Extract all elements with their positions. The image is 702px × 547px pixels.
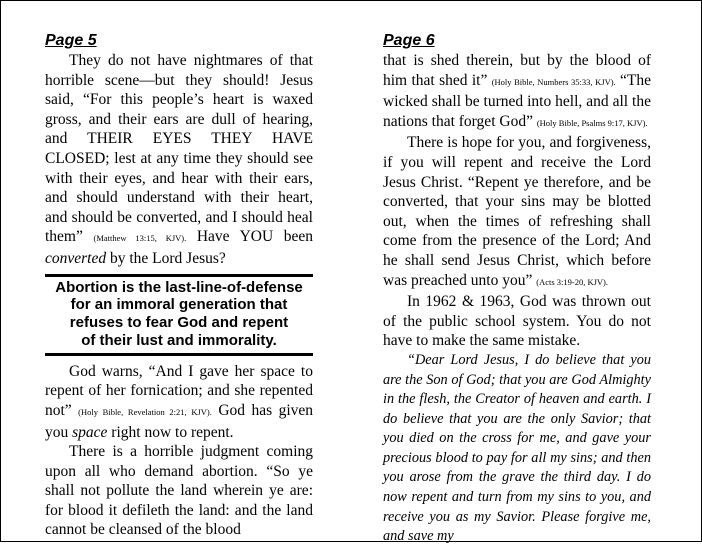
paragraph-text: that is shed therein, but by the blood of him that shed it” xyxy=(383,52,651,89)
scripture-citation: (Holy Bible, Numbers 35:33, KJV). xyxy=(491,76,616,87)
page-5 xyxy=(45,31,313,540)
emphasis-text: converted xyxy=(45,249,107,267)
callout-line: refuses to fear God and repent xyxy=(69,314,289,332)
scripture-citation: (Acts 3:19-20, KJV). xyxy=(536,276,609,287)
page-6-paragraph-1 xyxy=(383,51,651,133)
emphasis-text: space xyxy=(72,423,108,441)
scripture-citation: (Matthew 13:15, KJV). xyxy=(93,233,187,244)
page-5-number: Page 5 xyxy=(45,32,97,49)
scripture-citation: (Holy Bible, Psalms 9:17, KJV). xyxy=(536,117,648,128)
page-6-paragraph-3: In 1962 & 1963, God was thrown out of the public school system. You do not have to make the same mistake. xyxy=(383,293,651,350)
page-6-paragraph-2 xyxy=(383,133,651,292)
callout-line: of their lust and immorality. xyxy=(81,331,277,349)
scripture-citation: (Holy Bible, Revelation 2:21, KJV). xyxy=(78,406,212,417)
paragraph-text: They do not have nightmares of that horrible scene—but they should! Jesus said, “For this people’s heart is waxed gross, and their ears are dull of hearing, and THEIR EYES THEY HAVE CLOSED; lest at any time they should see with their eyes, and hear with their ears, and should understand with their heart, and should be converted, and I should heal them” xyxy=(45,52,313,246)
callout-line: for an immoral generation that xyxy=(70,296,288,314)
paragraph-text: God warns, “And I gave her space to repent of her fornication; and she repented not” xyxy=(45,362,313,419)
callout-line: Abortion is the last-line-of-defense xyxy=(55,278,303,296)
page-5-paragraph-3: There is a horrible judgment coming upon all who demand abortion. “So ye shall not pollute the land wherein ye are: for blood it defileth the land: and the land cannot be cleansed of the blood xyxy=(45,443,313,539)
page-6 xyxy=(383,31,651,547)
paragraph-text: There is hope for you, and forgiveness, if you will repent and receive the Lord Jesus Christ. “Repent ye therefore, and be converted, that your sins may be blotted out, when the times of refreshing shall come from the presence of the Lord; And he shall send Jesus Christ, which before was preached unto you” xyxy=(383,134,651,289)
callout-box xyxy=(45,274,313,356)
page-6-prayer: “Dear Lord Jesus, I do believe that you are the Son of God; that you are God Almighty in the flesh, the Creator of heaven and earth. I do believe that you are the only Savior; that you died on the cross for me, and gave your precious blood to pay for all my sins; and then you arose from the grave the third day. I do now repent and turn from my sins to you, and receive you as my Savior. Please forgive me, and save my xyxy=(383,351,651,545)
paragraph-text: Have YOU been xyxy=(196,228,314,246)
page-5-paragraph-2 xyxy=(45,362,313,442)
page-6-number: Page 6 xyxy=(383,32,435,49)
paragraph-text: by the Lord Jesus? xyxy=(109,249,226,267)
paragraph-text: “The wicked shall be turned into hell, and all the nations that forget God” xyxy=(383,71,652,130)
paragraph-text: right now to repent. xyxy=(111,423,234,441)
paragraph-text: God has given you xyxy=(45,401,314,441)
page-5-paragraph-1 xyxy=(45,51,313,269)
